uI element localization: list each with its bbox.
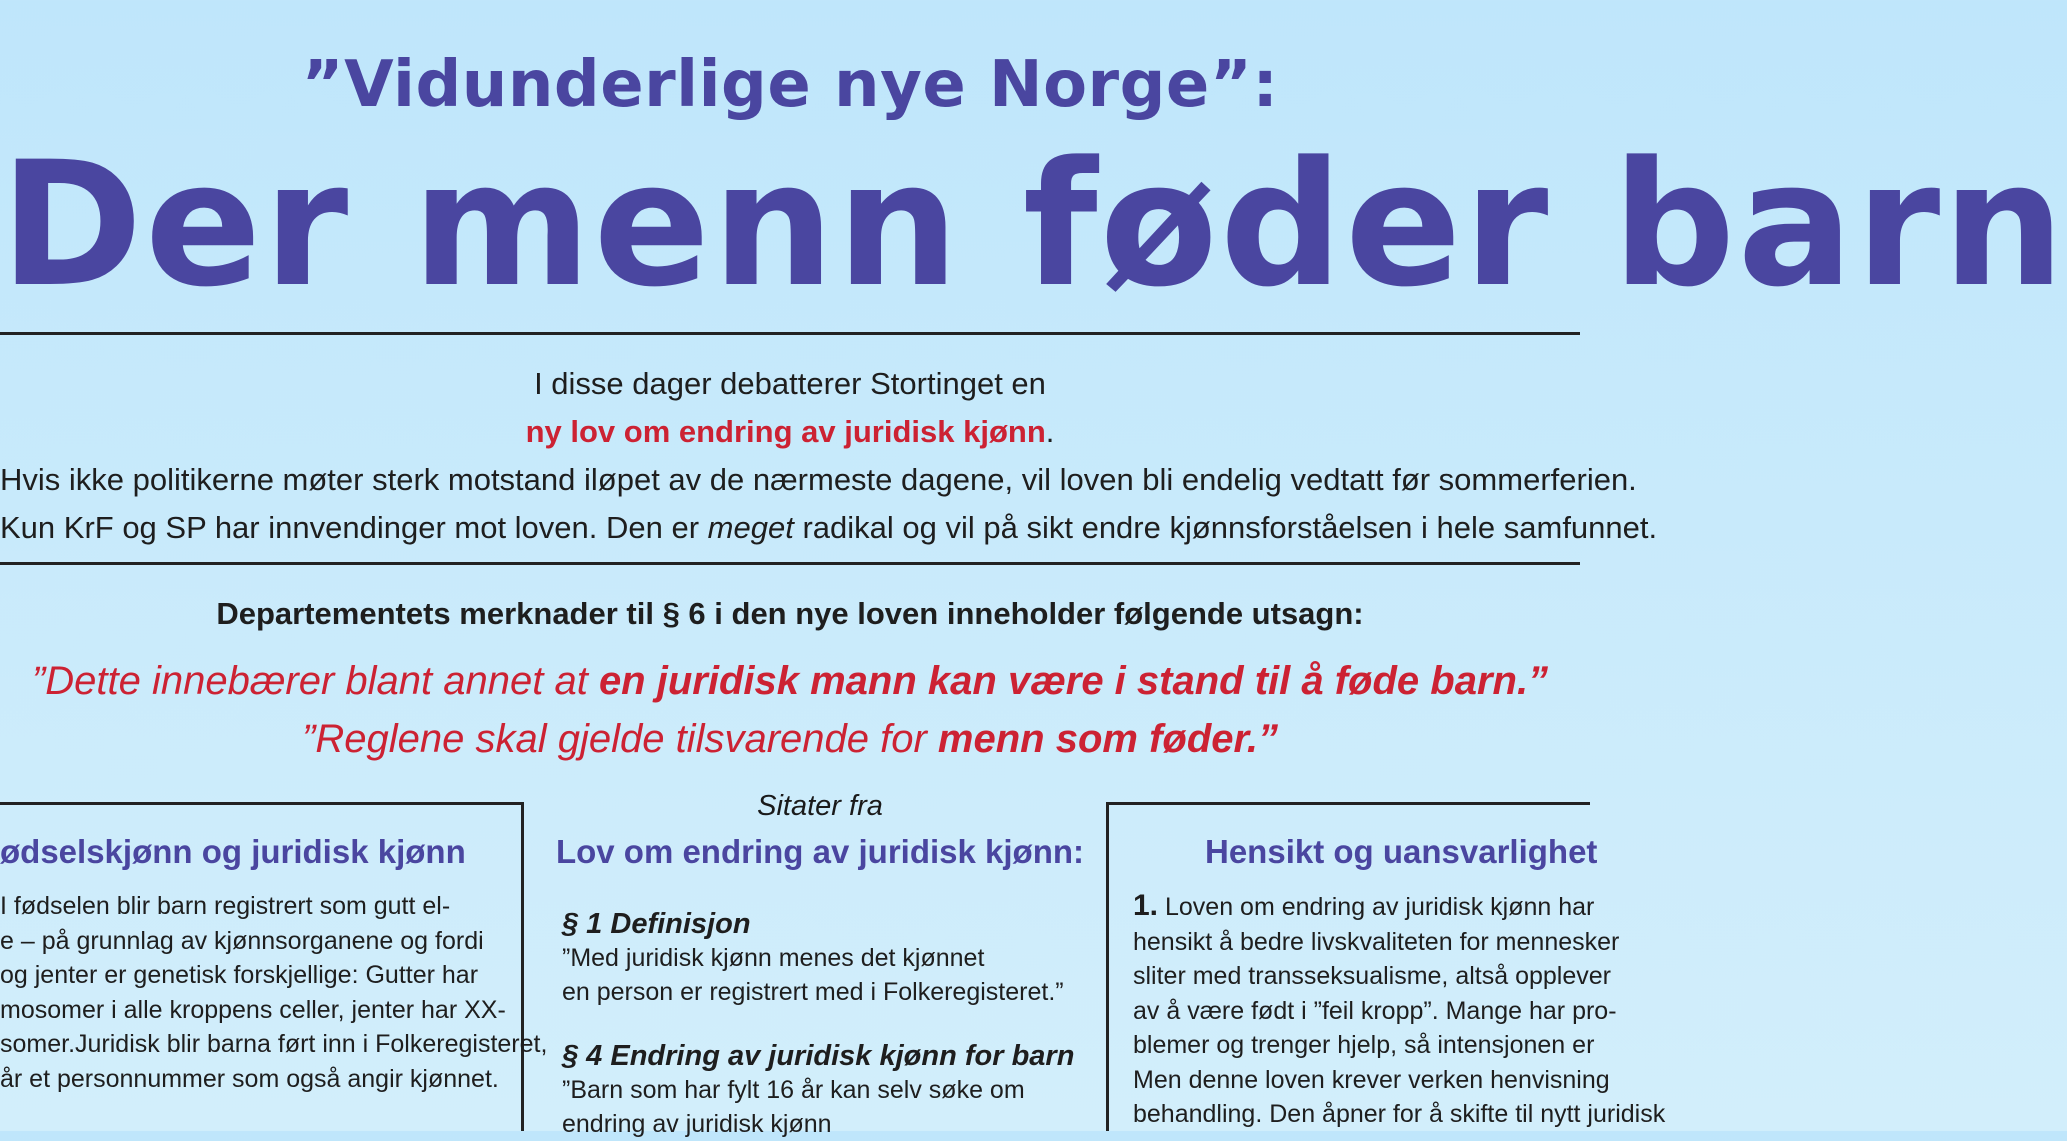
middle-intro: Sitater fra [757, 790, 883, 822]
department-quotes [0, 652, 1580, 768]
intro-line-2 [0, 408, 1580, 456]
law-section-4 [562, 1040, 1074, 1141]
intro-line-1: I disse dager debatterer Stortinget en [534, 366, 1046, 401]
quote-1 [0, 652, 1580, 710]
intro-line-2-end: . [1045, 414, 1055, 449]
point-number: 1. [1133, 889, 1159, 922]
left-box-text [0, 889, 547, 1096]
right-box-line: av å være født i ”feil kropp”. Mange har pro- [1133, 996, 1617, 1025]
intro-line-3: Hvis ikke politikerne møter sterk motstand iløpet av de nærmeste dagene, vil loven bli endelig vedtatt før sommerferien. [0, 462, 1637, 497]
left-box-line: og jenter er genetisk forskjellige: Gutter har [0, 961, 479, 989]
quote-2 [0, 710, 1580, 768]
quote-1-b: en juridisk mann kan være i stand til å føde barn.” [598, 659, 1549, 703]
law-name-highlight: ny lov om endring av juridisk kjønn [525, 414, 1046, 449]
law-section-1-heading: § 1 Definisjon [562, 908, 751, 940]
quote-2-b: menn som føder.” [937, 717, 1278, 761]
left-box-line: mosomer i alle kroppens celler, jenter har XX- [0, 995, 506, 1024]
intro-line-4-a: Kun KrF og SP har innvendinger mot loven. Den er [0, 510, 708, 545]
quote-1-a: ”Dette innebærer blant annet at [31, 659, 599, 703]
page-title: Der menn føder barn [0, 124, 2067, 325]
left-box-line: I fødselen blir barn registrert som gutt el- [0, 892, 451, 920]
divider-top [0, 332, 1580, 335]
right-box-line: blemer og trenger hjelp, så intensjonen er [1133, 1031, 1595, 1059]
middle-title: Lov om endring av juridisk kjønn: [555, 833, 1085, 870]
department-heading: Departementets merknader til § 6 i den nye loven inneholder følgende utsagn: [216, 596, 1364, 631]
law-section-1 [562, 908, 1064, 1009]
law-section-4-heading: § 4 Endring av juridisk kjønn for barn [562, 1040, 1075, 1072]
divider-middle [0, 562, 1580, 565]
intro-text [0, 360, 1658, 552]
right-box-line: behandling. Den åpner for å skifte til nytt juridisk [1133, 1100, 1666, 1128]
left-box-title: ødselskjønn og juridisk kjønn [0, 833, 466, 870]
intro-line-4-emphasis: meget [707, 510, 794, 545]
law-section-1-line: en person er registrert med i Folkeregisteret.” [562, 978, 1064, 1006]
intro-line-4-b: radikal og vil på sikt endre kjønnsforståelsen i hele samfunnet. [793, 510, 1658, 545]
left-box-line: somer.Juridisk blir barna ført inn i Folkeregisteret, [0, 1030, 548, 1058]
right-box-line-1: Loven om endring av juridisk kjønn har [1158, 893, 1595, 921]
quote-2-a: ”Reglene skal gjelde tilsvarende for [302, 717, 938, 761]
law-section-4-line: ”Barn som har fylt 16 år kan selv søke om [562, 1076, 1025, 1104]
left-box-line: år et personnummer som også angir kjønnet. [0, 1064, 499, 1093]
right-box-line: Men denne loven krever verken henvisning [1133, 1065, 1610, 1094]
right-box [1106, 802, 1666, 1131]
page-subtitle: ”Vidunderlige nye Norge”: [301, 48, 1279, 122]
right-box-line [1133, 889, 1665, 925]
law-section-1-line: ”Med juridisk kjønn menes det kjønnet [562, 944, 985, 972]
right-box-title: Hensikt og uansvarlighet [1205, 833, 1598, 870]
right-box-line: hensikt å bedre livskvaliteten for mennesker [1133, 927, 1620, 956]
law-section-4-line: endring av juridisk kjønn [562, 1110, 832, 1138]
left-box-line: e – på grunnlag av kjønnsorganene og fordi [0, 926, 484, 955]
right-box-text [1133, 889, 1665, 1132]
intro-line-4 [0, 504, 1658, 552]
left-box [0, 802, 548, 1131]
right-box-line: sliter med transseksualisme, altså opplever [1133, 962, 1611, 990]
